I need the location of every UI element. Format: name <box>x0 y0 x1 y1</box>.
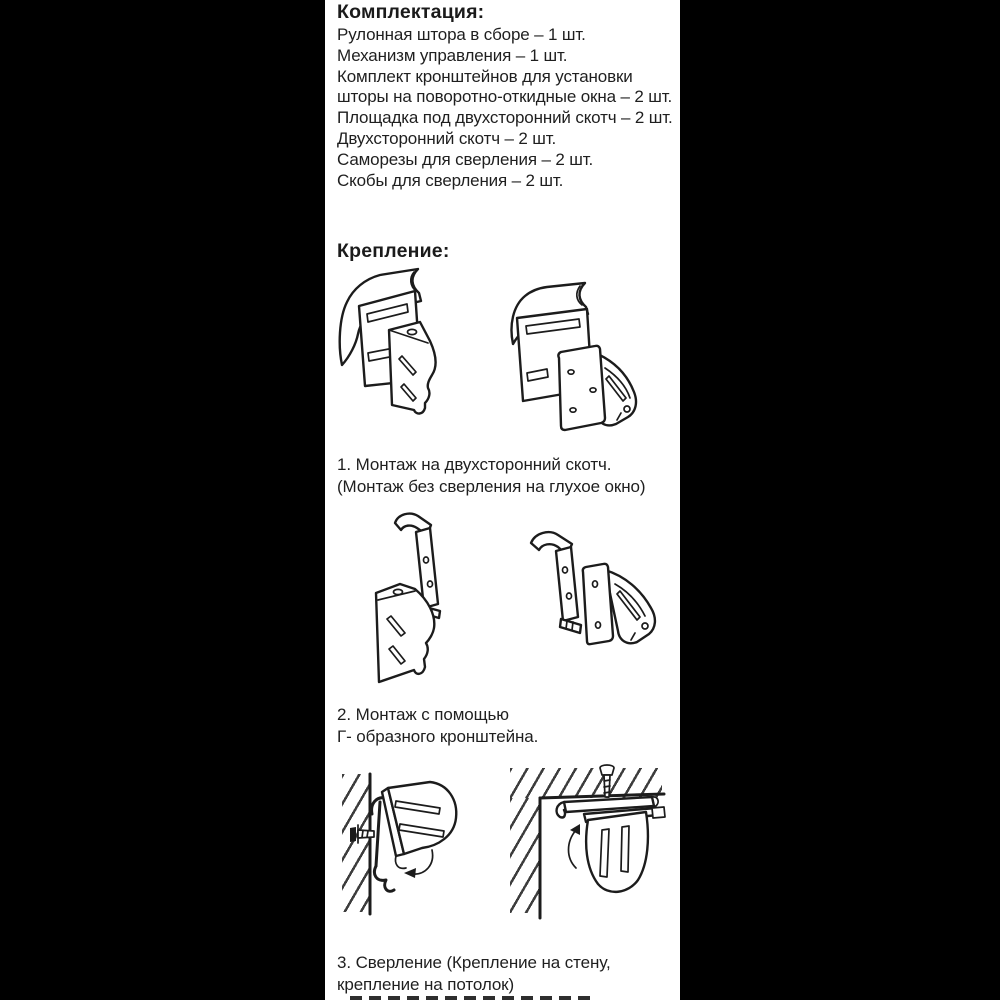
list-item: Скобы для сверления – 2 шт. <box>337 170 564 190</box>
contents-list <box>337 25 673 191</box>
list-item: Комплект кронштейнов для установки <box>337 66 633 86</box>
caption-line: 1. Монтаж на двухсторонний скотч. <box>337 455 612 474</box>
l-bracket-and-wedge-illustration <box>371 510 451 690</box>
list-item: Площадка под двухсторонний скотч – 2 шт. <box>337 108 673 128</box>
list-item: Двухсторонний скотч – 2 шт. <box>337 128 557 148</box>
ceiling-drill-mount-illustration <box>500 760 670 920</box>
mounting-title: Крепление: <box>337 240 450 262</box>
step2-caption <box>337 704 538 749</box>
caption-line: 2. Монтаж с помощью <box>337 705 509 724</box>
wall-drill-mount-illustration <box>330 760 460 922</box>
caption-line: 3. Сверление (Крепление на стену, <box>337 953 611 972</box>
cropped-next-line <box>350 996 595 1000</box>
list-item: Рулонная штора в сборе – 1 шт. <box>337 25 586 44</box>
step1-caption <box>337 454 645 499</box>
list-item: шторы на поворотно-откидные окна – 2 шт. <box>337 87 673 107</box>
contents-title: Комплектация: <box>337 1 485 23</box>
step3-caption <box>337 952 611 997</box>
list-item: Саморезы для сверления – 2 шт. <box>337 149 594 169</box>
l-bracket-and-side-bracket-illustration <box>525 528 663 656</box>
caption-line: (Монтаж без сверления на глухое окно) <box>337 477 646 497</box>
tape-mount-front-illustration <box>335 266 447 434</box>
tape-mount-side-illustration <box>493 280 645 432</box>
caption-line: крепление на потолок) <box>337 975 515 995</box>
instruction-sheet <box>325 0 680 1000</box>
caption-line: Г- образного кронштейна. <box>337 727 539 747</box>
list-item: Механизм управления – 1 шт. <box>337 45 568 65</box>
